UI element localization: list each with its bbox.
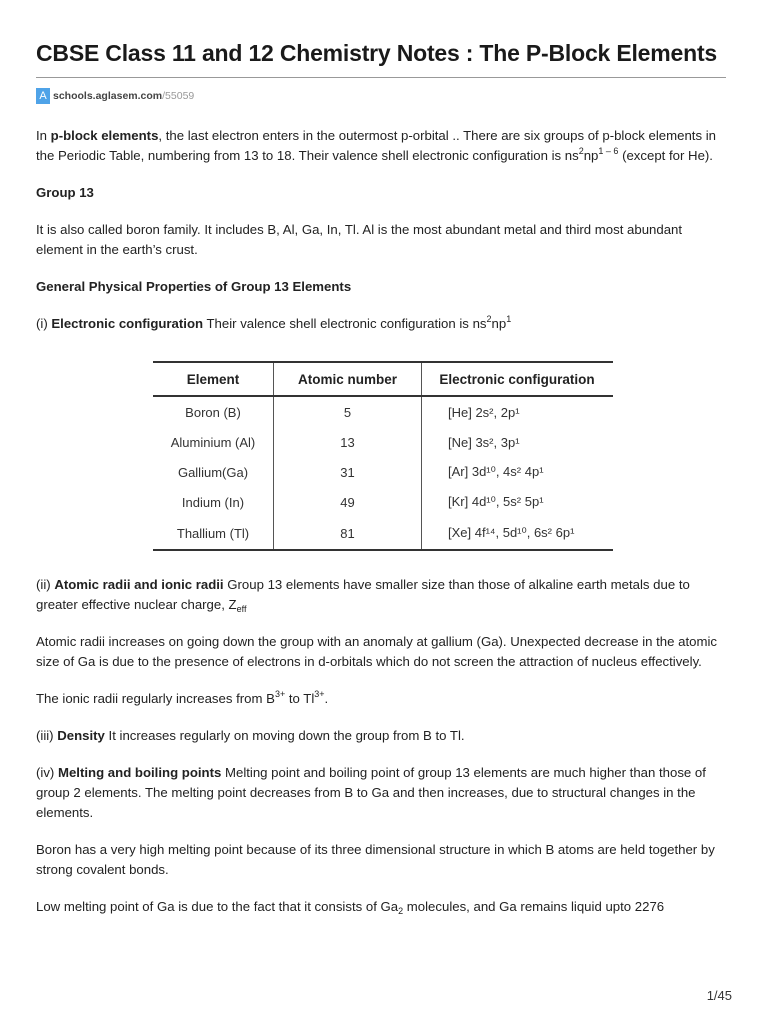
source-path: /55059 xyxy=(162,90,195,102)
group-heading: Group 13 xyxy=(36,185,94,200)
gallium-paragraph: Low melting point of Ga is due to the fact that it consists of $Ga_2$ molecules, and Ga remains liquid upto 2276 xyxy=(36,899,665,916)
table-row xyxy=(153,457,613,487)
cell-configuration: [Kr] 4d¹⁰, 5s² 5p¹ xyxy=(448,494,544,509)
table-header-row xyxy=(153,362,613,396)
ionic-radii-paragraph: The ionic radii regularly increases from $B^{3+}$ to $Tl^{3+}$. xyxy=(36,689,329,706)
cell-atomic-number: 81 xyxy=(274,517,422,550)
header-element: Element xyxy=(153,362,274,396)
page-number: 1/45 xyxy=(706,988,732,1003)
configuration-table-figure xyxy=(153,361,613,551)
cell-atomic-number: 31 xyxy=(274,457,422,487)
cell-configuration: [Ne] 3s², 3p¹ xyxy=(448,434,520,450)
aglasem-logo-icon: A xyxy=(36,88,50,104)
properties-heading: General Physical Properties of Group 13 Elements xyxy=(36,279,352,294)
source-line xyxy=(36,88,726,104)
cell-atomic-number: 49 xyxy=(274,487,422,517)
page-title: CBSE Class 11 and 12 Chemistry Notes : The P-Block Elements xyxy=(36,40,717,66)
header-atomic-number: Atomic number xyxy=(274,362,422,396)
cell-element: Thallium (Tl) xyxy=(153,517,274,550)
cell-atomic-number: 5 xyxy=(274,396,422,427)
group-paragraph: It is also called boron family. It includes B, Al, Ga, In, Tl. Al is the most abundant metal and third most abundant element in the earth’s crust. xyxy=(36,222,683,257)
title-divider xyxy=(36,77,726,78)
header-electronic-configuration: Electronic configuration xyxy=(422,362,614,396)
cell-element: Aluminium (Al) xyxy=(153,427,274,457)
intro-paragraph: In p-block elements, the last electron enters in the outermost p-orbital .. There are six groups of p-block elements in the Periodic Table, numbering from 13 to 18. Their valence shell electronic configuration is $ns^2np^{1 - 6}$ (except for He). xyxy=(36,128,716,163)
table-row xyxy=(153,487,613,517)
table-row xyxy=(153,396,613,427)
radii-paragraph: (ii) Atomic radii and ionic radii Group 13 elements have smaller size than those of alkaline earth metals due to greater effective nuclear charge, $Z_{eff}$ xyxy=(36,577,690,614)
source-domain-link[interactable]: schools.aglasem.com xyxy=(53,90,163,102)
cell-element: Boron (B) xyxy=(153,396,274,427)
density-paragraph: (iii) Density It increases regularly on moving down the group from B to Tl. xyxy=(36,728,465,743)
electronic-config-paragraph: (i) Electronic configuration Their valence shell electronic configuration is $ns^2np^1$ xyxy=(36,314,512,331)
boron-paragraph: Boron has a very high melting point because of its three dimensional structure in which B atoms are held together by strong covalent bonds. xyxy=(36,842,715,877)
cell-element: Gallium(Ga) xyxy=(153,457,274,487)
cell-configuration: [Ar] 3d¹⁰, 4s² 4p¹ xyxy=(448,464,544,479)
cell-atomic-number: 13 xyxy=(274,427,422,457)
table-row xyxy=(153,517,613,550)
cell-configuration: [He] 2s², 2p¹ xyxy=(448,404,520,420)
cell-configuration: [Xe] 4f¹⁴, 5d¹⁰, 6s² 6p¹ xyxy=(422,517,614,550)
cell-element: Indium (In) xyxy=(153,487,274,517)
atomic-radii-paragraph: Atomic radii increases on going down the group with an anomaly at gallium (Ga). Unexpected decrease in the atomic size of Ga is due to the presence of electrons in d-orbitals which do not screen the attraction of nucleus effectively. xyxy=(36,634,717,669)
document-page xyxy=(36,0,726,917)
table-row xyxy=(153,427,613,457)
configuration-table xyxy=(153,361,613,551)
melting-paragraph: (iv) Melting and boiling points Melting point and boiling point of group 13 elements are much higher than those of group 2 elements. The melting point decreases from B to Ga and then increases, due to structural changes in the elements. xyxy=(36,765,706,820)
